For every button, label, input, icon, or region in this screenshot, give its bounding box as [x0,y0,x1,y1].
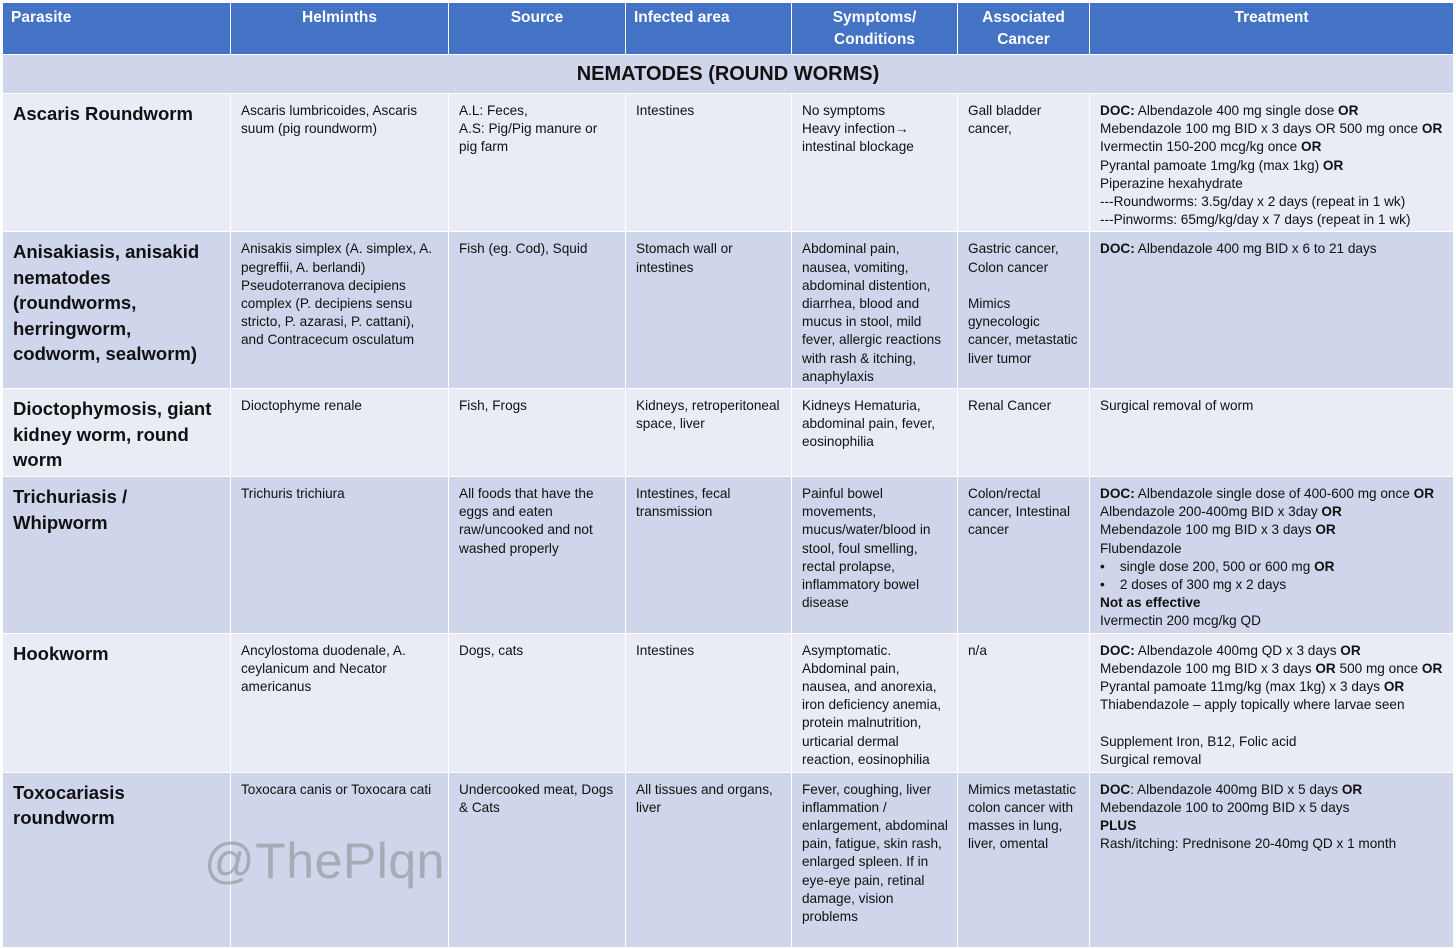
associated-cancer-cell: Gastric cancer, Colon cancer Mimics gynecologic cancer, metastatic liver tumor [958,232,1090,389]
treatment-emphasis: OR [1340,642,1361,658]
treatment-line [1100,642,1444,660]
infected-area-cell: Stomach wall or intestines [626,232,792,389]
treatment-emphasis: DOC: [1100,486,1135,502]
treatment-cell [1090,633,1454,772]
treatment-text: • 2 doses of 300 mg x 2 days [1100,577,1287,593]
source-cell: A.L: Feces, A.S: Pig/Pig manure or pig farm [449,94,626,232]
treatment-text: Albendazole 400 mg single dose [1134,103,1339,118]
treatment-line [1100,594,1444,612]
infected-area-cell: Intestines, fecal transmission [626,477,792,634]
treatment-line [1100,485,1444,503]
header-helminths: Helminths [231,3,449,55]
treatment-line [1100,714,1444,732]
treatment-text: Thiabendazole – apply topically where larvae seen [1100,697,1405,713]
parasite-name: Dioctophymosis, giant kidney worm, round worm [3,389,231,477]
treatment-emphasis: OR [1341,781,1363,797]
treatment-emphasis: OR [1421,660,1443,676]
treatment-text [1100,715,1104,730]
helminths-cell: Toxocara canis or Toxocara cati [231,772,449,947]
treatment-line [1100,678,1444,696]
treatment-emphasis: DOC: [1100,642,1135,658]
treatment-cell [1090,477,1454,634]
infected-area-cell: Intestines [626,633,792,772]
treatment-text: ---Pinworms: 65mg/kg/day x 7 days (repeat in 1 wk) [1100,212,1411,228]
infected-area-cell: Intestines [626,94,792,232]
header-source: Source [449,3,626,55]
treatment-text: ---Roundworms: 3.5g/day x 2 days (repeat in 1 wk) [1100,194,1406,210]
treatment-line [1100,733,1444,751]
treatment-line [1100,612,1444,630]
treatment-line [1100,817,1444,835]
header-treatment: Treatment [1090,3,1454,55]
treatment-emphasis: OR [1321,504,1342,520]
table-row [3,389,1454,477]
treatment-emphasis: DOC [1100,781,1131,797]
treatment-line [1100,503,1444,521]
treatment-text: 500 mg once [1335,660,1422,676]
treatment-text: Surgical removal [1100,751,1202,767]
treatment-emphasis: OR [1315,660,1336,676]
treatment-text: Mebendazole 100 mg BID x 3 days OR 500 mg once [1100,121,1422,137]
associated-cancer-cell: n/a [958,633,1090,772]
parasite-name: Trichuriasis / Whipworm [3,477,231,634]
header-infected-area: Infected area [626,3,792,55]
treatment-line [1100,558,1444,576]
treatment-line [1100,835,1444,853]
treatment-emphasis: DOC: [1100,103,1135,118]
treatment-text: • single dose 200, 500 or 600 mg [1100,558,1315,574]
treatment-line [1100,102,1444,120]
helminths-cell: Dioctophyme renale [231,389,449,477]
treatment-text: Supplement Iron, B12, Folic acid [1100,733,1297,749]
table-row [3,772,1454,947]
parasite-name: Ascaris Roundworm [3,94,231,232]
table-row [3,232,1454,389]
treatment-emphasis: OR [1338,103,1359,118]
helminths-cell: Anisakis simplex (A. simplex, A. pegreffii, A. berlandi) Pseudoterranova decipiens complex (P. decipiens sensu stricto, P. azarasi, P. cattani), and Contracecum osculatum [231,232,449,389]
treatment-text: Rash/itching: Prednisone 20-40mg QD x 1 month [1100,836,1397,852]
treatment-line [1100,781,1444,799]
symptoms-cell: Asymptomatic. Abdominal pain, nausea, and anorexia, iron deficiency anemia, protein malnutrition, urticarial dermal reaction, eosinophilia [792,633,958,772]
watermark: @ThePlqn [204,833,445,889]
treatment-text: Surgical removal of worm [1100,398,1254,414]
treatment-text: Pyrantal pamoate 11mg/kg (max 1kg) x 3 days [1100,679,1384,695]
treatment-line [1100,397,1444,415]
symptoms-cell: Kidneys Hematuria, abdominal pain, fever, eosinophilia [792,389,958,477]
treatment-text: : Albendazole 400mg BID x 5 days [1130,781,1342,797]
treatment-text: Albendazole single dose of 400-600 mg once [1134,486,1414,502]
treatment-cell [1090,389,1454,477]
treatment-line [1100,240,1444,258]
symptoms-cell: No symptoms Heavy infection→ intestinal blockage [792,94,958,232]
treatment-text: Pyrantal pamoate 1mg/kg (max 1kg) [1100,157,1323,173]
treatment-emphasis: PLUS [1100,818,1137,834]
treatment-line [1100,576,1444,594]
treatment-emphasis: OR [1301,139,1322,155]
symptoms-cell: Painful bowel movements, mucus/water/blood in stool, foul smelling, rectal prolapse, inflammatory bowel disease [792,477,958,634]
table-row [3,94,1454,232]
source-cell: Fish (eg. Cod), Squid [449,232,626,389]
symptoms-cell: Fever, coughing, liver inflammation / enlargement, abdominal pain, fatigue, skin rash, enlarged spleen. If in eye-eye pain, retinal damage, vision problems [792,772,958,947]
associated-cancer-cell: Gall bladder cancer, [958,94,1090,232]
section-title: NEMATODES (ROUND WORMS) [3,55,1454,94]
treatment-text: Ivermectin 200 mcg/kg QD [1100,613,1261,629]
treatment-emphasis: OR [1315,522,1336,538]
treatment-line [1100,211,1444,229]
treatment-text: Albendazole 200-400mg BID x 3day [1100,504,1322,520]
section-row [3,55,1454,94]
treatment-emphasis: OR [1322,157,1344,173]
parasite-name: Anisakiasis, anisakid nematodes (roundworms, herringworm, codworm, sealworm) [3,232,231,389]
treatment-line [1100,157,1444,175]
associated-cancer-cell: Renal Cancer [958,389,1090,477]
treatment-emphasis: Not as effective [1100,595,1201,611]
helminths-cell: Ascaris lumbricoides, Ascaris suum (pig roundworm) [231,94,449,232]
treatment-text: Mebendazole 100 to 200mg BID x 5 days [1100,799,1350,815]
treatment-line [1100,120,1444,138]
treatment-line [1100,138,1444,156]
header-associated-cancer: Associated Cancer [958,3,1090,55]
treatment-line [1100,521,1444,539]
source-cell: Fish, Frogs [449,389,626,477]
treatment-line [1100,193,1444,211]
source-cell: All foods that have the eggs and eaten raw/uncooked and not washed properly [449,477,626,634]
treatment-line [1100,799,1444,817]
parasite-table [2,2,1454,948]
treatment-line [1100,751,1444,769]
treatment-text: Mebendazole 100 mg BID x 3 days [1100,660,1316,676]
treatment-cell [1090,94,1454,232]
treatment-cell [1090,232,1454,389]
header-parasite: Parasite [3,3,231,55]
treatment-line [1100,696,1444,714]
table-row [3,633,1454,772]
treatment-text: Albendazole 400mg QD x 3 days [1134,642,1341,658]
parasite-name: Toxocariasis roundworm [3,772,231,947]
treatment-cell [1090,772,1454,947]
helminths-cell: Ancylostoma duodenale, A. ceylanicum and Necator americanus [231,633,449,772]
treatment-text: Albendazole 400 mg BID x 6 to 21 days [1134,241,1377,257]
treatment-text: Ivermectin 150-200 mcg/kg once [1100,139,1301,155]
header-row [3,3,1454,55]
helminths-cell: Trichuris trichiura [231,477,449,634]
treatment-line [1100,660,1444,678]
treatment-text: Mebendazole 100 mg BID x 3 days [1100,522,1316,538]
associated-cancer-cell: Mimics metastatic colon cancer with masses in lung, liver, omental [958,772,1090,947]
treatment-line [1100,175,1444,193]
parasite-name: Hookworm [3,633,231,772]
treatment-text: Flubendazole [1100,540,1182,556]
source-cell: Dogs, cats [449,633,626,772]
treatment-emphasis: OR [1383,679,1405,695]
source-cell: Undercooked meat, Dogs & Cats [449,772,626,947]
treatment-emphasis: OR [1314,558,1335,574]
associated-cancer-cell: Colon/rectal cancer, Intestinal cancer [958,477,1090,634]
treatment-text: Piperazine hexahydrate [1100,175,1243,191]
treatment-emphasis: DOC: [1100,241,1135,257]
infected-area-cell: All tissues and organs, liver [626,772,792,947]
treatment-emphasis: OR [1421,121,1443,137]
infected-area-cell: Kidneys, retroperitoneal space, liver [626,389,792,477]
header-symptoms: Symptoms/ Conditions [792,3,958,55]
treatment-line [1100,540,1444,558]
table-row [3,477,1454,634]
symptoms-cell: Abdominal pain, nausea, vomiting, abdominal distention, diarrhea, blood and mucus in stool, mild fever, allergic reactions with rash & itching, anaphylaxis [792,232,958,389]
treatment-emphasis: OR [1413,486,1435,502]
